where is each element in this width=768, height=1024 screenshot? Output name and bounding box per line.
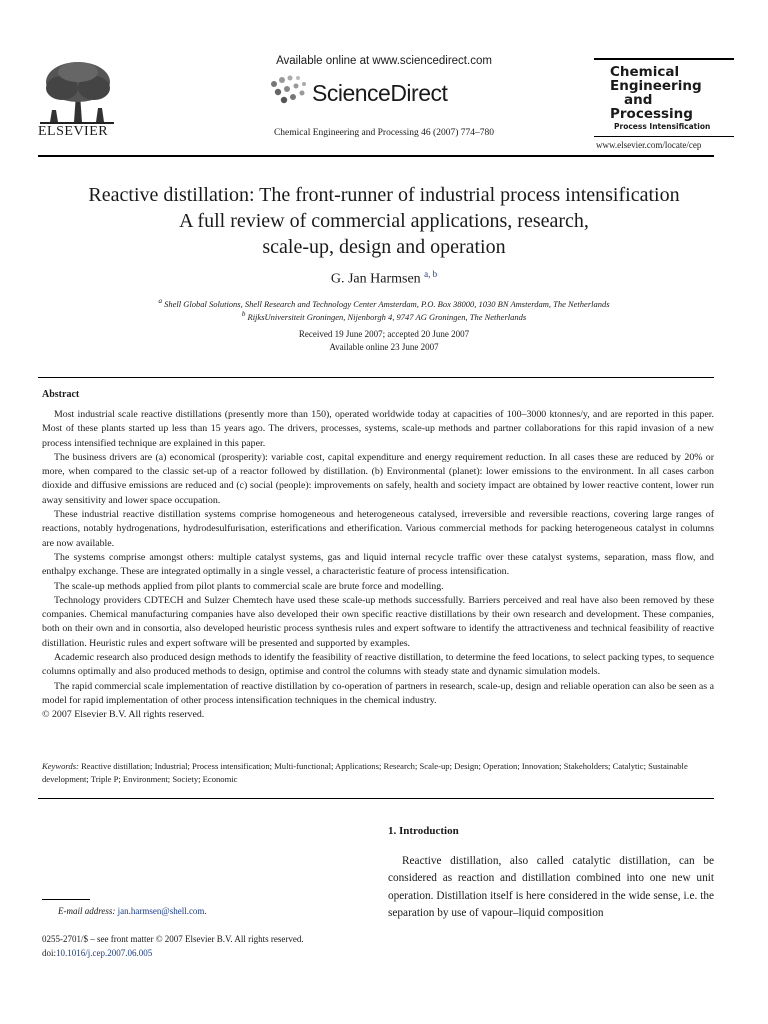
sciencedirect-dots-icon	[268, 74, 308, 106]
publisher-name: ELSEVIER	[38, 124, 109, 139]
journal-logo-title: Chemical Engineering and Processing	[610, 64, 702, 122]
abstract-top-divider	[38, 377, 714, 378]
abstract-bottom-divider	[38, 798, 714, 799]
journal-logo	[594, 58, 734, 137]
keywords-list: Reactive distillation; Industrial; Process intensification; Multi-functional; Applications; Research; Scale-up; Design; Operation; Innovation; Stakeholders; Catalytic; Sustainable development; Triple P; Environment; Society; Economic	[42, 761, 688, 784]
sciencedirect-wordmark: ScienceDirect	[312, 80, 448, 106]
received-dates: Received 19 June 2007; accepted 20 June 2007	[298, 329, 470, 339]
section-heading-introduction: 1. Introduction	[388, 825, 459, 837]
author-name: G. Jan Harmsen $^{a, b}$	[330, 269, 438, 287]
abstract-paragraph: The scale-up methods applied from pilot plants to commercial scale are brute force and modelling.	[54, 580, 444, 592]
abstract-heading: Abstract	[42, 389, 80, 400]
abstract-body	[42, 408, 714, 723]
abstract-paragraph: The systems comprise amongst others: multiple catalyst systems, gas and liquid internal recycle traffic over these catalyst systems, separation, mass flow, and enthalpy exchange. These are integrated optimally in a single vessel, a characteristic feature of process intensification.	[42, 551, 714, 578]
doi-link[interactable]: 10.1016/j.cep.2007.06.005	[56, 948, 153, 958]
journal-logo-subtitle: Process Intensification	[614, 122, 711, 131]
affiliation-b: $^b$ RijksUniversiteit Groningen, Nijenborgh 4, 9747 AG Groningen, The Netherlands	[241, 310, 527, 322]
available-online-line[interactable]: Available online at www.sciencedirect.com	[276, 55, 492, 67]
abstract-paragraph: Academic research also produced design methods to identify the feasibility of reactive distillation, to determine the feed locations, to select packing types, to sequence columns optimally and also produced methods to design, optimise and control the columns with steady state and dynamic simulation models.	[42, 652, 714, 678]
online-date: Available online 23 June 2007	[329, 342, 439, 352]
author-email: E-mail address: jan.harmsen@shell.com.	[58, 906, 207, 916]
introduction-text: Reactive distillation, also called catalytic distillation, can be considered as reaction and distillation combined into one new unit operation. Distillation itself is here considered in the wide sense, i.e. the separation by use of vapour–liquid composition	[388, 855, 714, 920]
footnote-divider	[42, 899, 90, 900]
abstract-paragraph: The rapid commercial scale implementation of reactive distillation by co-operation of partners in research, scale-up, design and reliable operation can also be seen as a model for rapid implementation of other process intensification techniques in the chemical industry.	[42, 680, 714, 706]
copyright-line: © 2007 Elsevier B.V. All rights reserved.	[42, 709, 205, 721]
header-divider	[38, 155, 714, 157]
abstract-paragraph: These industrial reactive distillation systems comprise homogeneous and heterogeneous catalysed, irreversible and reversible reactions, covering large ranges of reactions, notably hydrogenations, hydrodesulfurisation, esterifications and etherification. Various commercial methods for packing heterogeneous catalyst in columns are now available.	[42, 509, 714, 549]
abstract-paragraph: The business drivers are (a) economical (prosperity): variable cost, capital expenditure and energy requirement reduction. In all cases these are reduced by 20% or more, when compared to the classic set-up of a reactor followed by distillation. (b) Environmental (planet): lower emissions to the environment. In all cases carbon dioxide and diffusive emissions are reduced and (c) social (people): improvements on safely, health and society impact are obtained by lower reactive content, lower run away sensitivity and lower space occupation.	[42, 451, 714, 506]
doi-line: doi:10.1016/j.cep.2007.06.005	[42, 948, 153, 958]
abstract-paragraph: Most industrial scale reactive distillations (presently more than 150), operated worldwide today at capacities of 100–3000 ktonnes/y, and are reported in this paper. Most of these plants started up less than 15 years ago. The drivers, processes, systems, scale-up methods and partner collaborations for this rapid invasion of a new process intensified technique are explained in this paper.	[42, 409, 714, 449]
article-title: Reactive distillation: The front-runner of industrial process intensification A full review of commercial applications, research, scale-up, design and operation	[88, 184, 680, 258]
journal-url-link[interactable]: www.elsevier.com/locate/cep	[596, 140, 702, 150]
email-link[interactable]: jan.harmsen@shell.com	[117, 906, 205, 916]
keywords	[42, 760, 714, 785]
journal-citation: Chemical Engineering and Processing 46 (2007) 774–780	[273, 128, 495, 138]
keywords-label: Keywords:	[42, 761, 79, 771]
front-matter: 0255-2701/$ – see front matter © 2007 Elsevier B.V. All rights reserved.	[42, 934, 304, 944]
abstract-paragraph: Technology providers CDTECH and Sulzer Chemtech have used these scale-up methods successfully. Barriers perceived and real have also been removed by these companies. Chemical manufacturing companies have also developed their own specific reactive distillations by their own research and development. These companies, both on their own and in consortia, also developed heuristic process synthesis rules and expert software to identify the attractiveness and technical feasibility of reactive distillation. Heuristic rules and expert software will be presented and supported by examples.	[42, 594, 714, 649]
affiliation-a: $^a$ Shell Global Solutions, Shell Research and Technology Center Amsterdam, P.O. Box 38000, 1030 BN Amsterdam, The Netherlands	[158, 297, 610, 309]
author-affiliation-marks[interactable]: a, b	[424, 269, 438, 279]
